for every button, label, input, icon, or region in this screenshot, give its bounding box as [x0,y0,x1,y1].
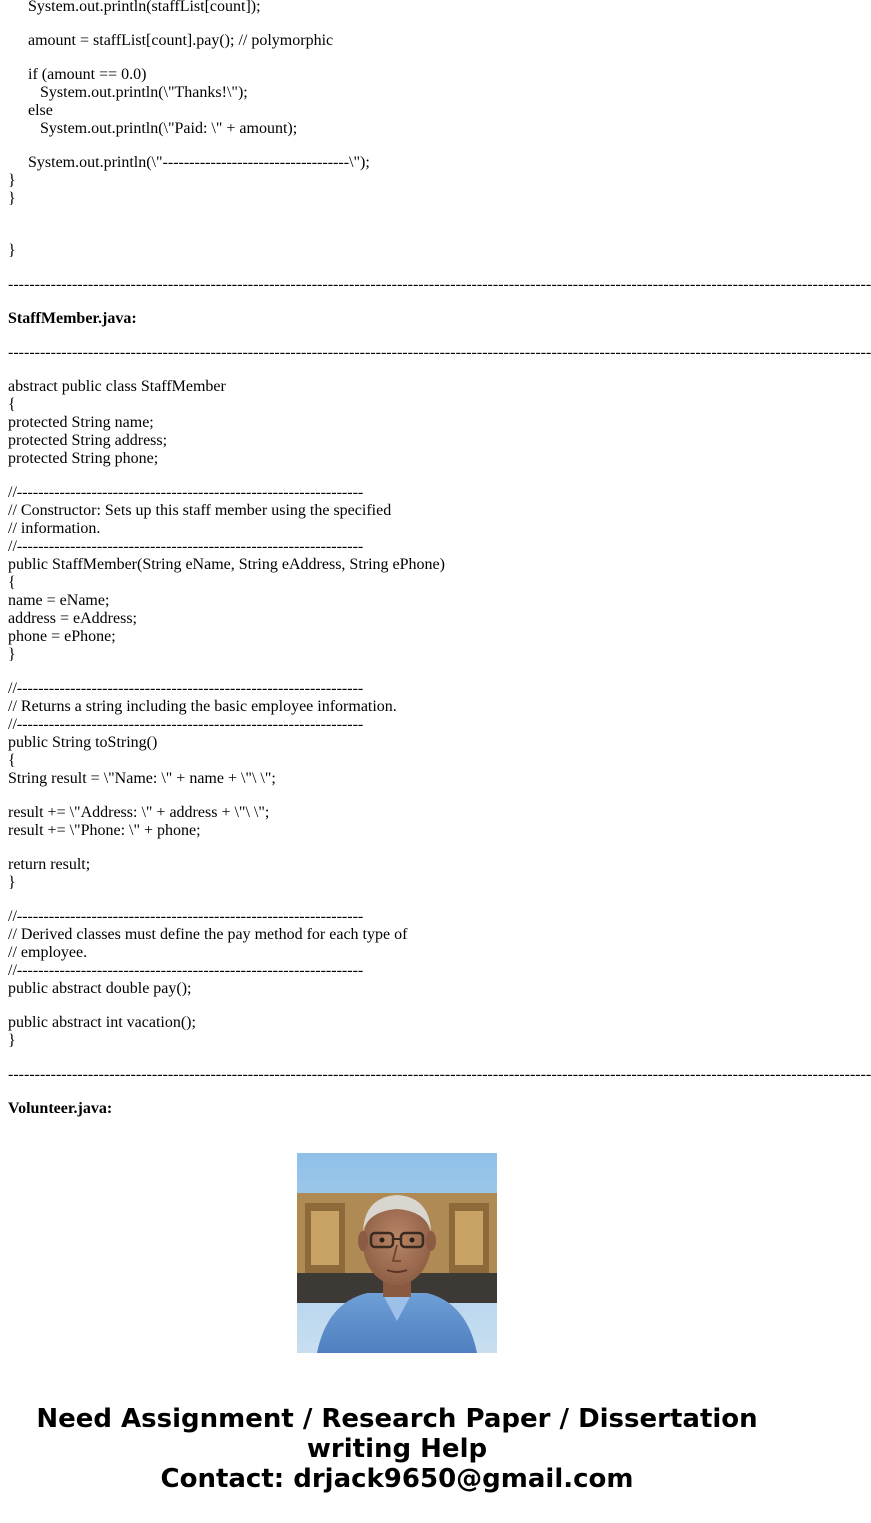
code-line: } [8,646,16,663]
code-comment: //----------------------------------------------------------------- [8,908,364,925]
code-line: phone = ePhone; [8,628,116,645]
code-line: amount = staffList[count].pay(); // polymorphic [28,32,334,49]
promo-line-2: writing Help [306,1434,488,1464]
divider-line: ------------------------------------------------------------------------------------------------------------------------------------------------------------------ [8,276,871,293]
code-line: if (amount == 0.0) [28,66,147,83]
code-line: String result = \"Name: \" + name + \"\ \"; [8,770,276,787]
code-line: { [8,752,16,769]
code-line: } [8,242,16,259]
code-line: protected String name; [8,414,154,431]
code-line: public abstract double pay(); [8,980,192,997]
file-heading-volunteer: Volunteer.java: [8,1100,113,1117]
code-line: { [8,396,16,413]
code-line: } [8,874,16,891]
code-line: public abstract int vacation(); [8,1014,196,1031]
code-line: address = eAddress; [8,610,137,627]
code-line: name = eName; [8,592,110,609]
code-line: result += \"Phone: \" + phone; [8,822,201,839]
code-line: System.out.println(staffList[count]); [28,0,261,15]
code-line: public StaffMember(String eName, String eAddress, String ePhone) [8,556,445,573]
code-line: } [8,1032,16,1049]
file-heading-staffmember: StaffMember.java: [8,310,137,327]
code-comment: // Derived classes must define the pay method for each type of [8,926,408,943]
code-line: } [8,172,16,189]
code-comment: //----------------------------------------------------------------- [8,680,364,697]
code-comment: //----------------------------------------------------------------- [8,538,364,555]
code-comment: // information. [8,520,101,537]
code-line: System.out.println(\"Paid: \" + amount); [40,120,298,137]
promo-contact: Contact: drjack9650@gmail.com [160,1464,634,1494]
author-photo [297,1153,497,1353]
code-line: return result; [8,856,91,873]
code-comment: // employee. [8,944,88,961]
code-line: System.out.println(\"-----------------------------------\"); [28,154,370,171]
code-line: else [28,102,53,119]
code-line: } [8,190,16,207]
code-line: public String toString() [8,734,158,751]
code-comment: // Returns a string including the basic employee information. [8,698,397,715]
code-line: System.out.println(\"Thanks!\"); [40,84,248,101]
divider-line: ------------------------------------------------------------------------------------------------------------------------------------------------------------------ [8,1066,871,1083]
code-comment: //----------------------------------------------------------------- [8,962,364,979]
code-comment: //----------------------------------------------------------------- [8,484,364,501]
promo-line-1: Need Assignment / Research Paper / Dissertation [36,1404,758,1434]
code-line: protected String address; [8,432,168,449]
code-comment: //----------------------------------------------------------------- [8,716,364,733]
divider-line: ------------------------------------------------------------------------------------------------------------------------------------------------------------------ [8,344,871,361]
code-line: { [8,574,16,591]
code-line: protected String phone; [8,450,159,467]
code-comment: // Constructor: Sets up this staff member using the specified [8,502,392,519]
code-line: result += \"Address: \" + address + \"\ \"; [8,804,270,821]
code-line: abstract public class StaffMember [8,378,226,395]
